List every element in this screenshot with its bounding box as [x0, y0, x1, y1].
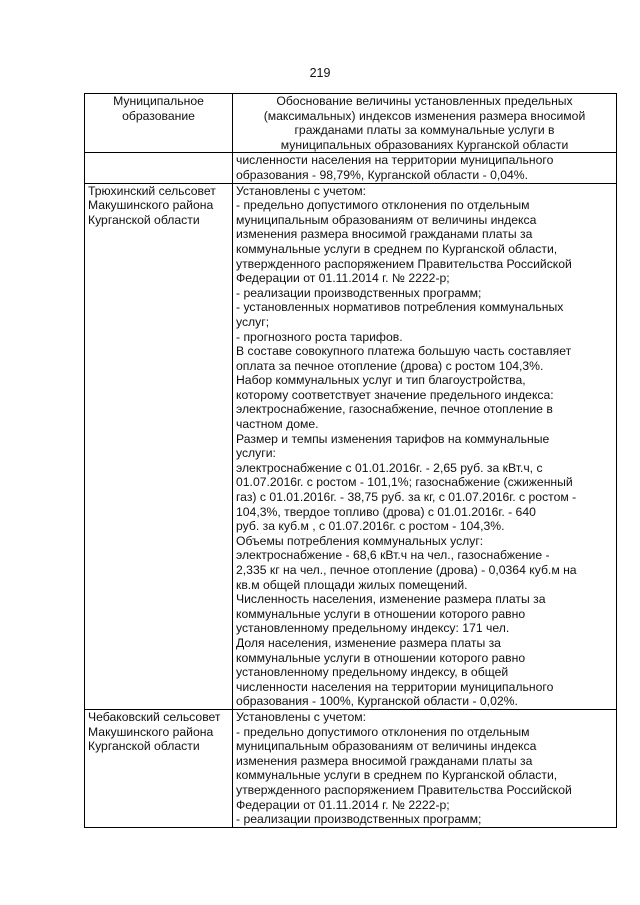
- justification-text-line: которому соответствует значение предельного индекса:: [236, 387, 554, 402]
- justification-text-line: коммунальные услуги в отношении которого равно: [236, 650, 526, 665]
- header-line: Муниципальное: [113, 94, 204, 108]
- justification-text-line: оплата за печное отопление (дрова) с ростом 104,3%.: [236, 358, 544, 373]
- table-header-row: [85, 94, 617, 153]
- justification-text-line: Установлены с учетом:: [236, 709, 366, 724]
- justification-text-line: установленному предельному индексу: 171 чел.: [236, 621, 510, 636]
- justification-text-line: Объемы потребления коммунальных услуг:: [236, 533, 484, 548]
- justification-text-line: частном доме.: [236, 417, 319, 432]
- justification-text-line: Федерации от 01.11.2014 г. № 2222-р;: [236, 797, 450, 812]
- justification-text-line: Федерации от 01.11.2014 г. № 2222-р;: [236, 271, 450, 286]
- justification-text-line: электроснабжение с 01.01.2016г. - 2,65 руб. за кВт.ч, с: [236, 460, 543, 475]
- justification-text-line: 2,335 кг на чел., печное отопление (дрова) - 0,0364 куб.м на: [236, 563, 577, 577]
- justification-text-line: образования - 100%, Курганской области - 0,02%.: [236, 694, 518, 709]
- justification-text-line: электроснабжение, газоснабжение, печное отопление в: [236, 402, 553, 417]
- justification-text-line: - предельно допустимого отклонения по отдельным: [236, 724, 530, 739]
- justification-text-line: коммунальные услуги в среднем по Курганской области,: [236, 241, 558, 256]
- municipality-name-line: Трюхинский сельсовет: [88, 183, 216, 198]
- justification-text-line: услуги:: [236, 446, 276, 461]
- justification-text-line: Размер и темпы изменения тарифов на коммунальные: [236, 431, 550, 446]
- header-line: муниципальных образованиях Курганской области: [280, 137, 569, 152]
- header-line: образование: [122, 108, 195, 123]
- justification-text-line: утвержденного распоряжением Правительства Российской: [236, 782, 572, 797]
- justification-text-line: коммунальные услуги в отношении которого равно: [236, 606, 526, 621]
- justification-text-line: - реализации производственных программ;: [236, 812, 482, 827]
- justification-text-line: услуг;: [236, 314, 270, 329]
- justification-text-line: коммунальные услуги в среднем по Курганской области,: [236, 768, 558, 783]
- header-municipality: [85, 94, 233, 153]
- municipality-name-line: Чебаковский сельсовет: [88, 709, 221, 724]
- justification-text-line: образования - 98,79%, Курганской области - 0,04%.: [236, 167, 529, 182]
- header-line: (максимальных) индексов изменения размера вносимой: [263, 108, 586, 123]
- justification-text-line: 01.07.2016г. с ростом - 101,1%; газоснабжение (сжиженный: [236, 475, 573, 490]
- justification-text-line: кв.м общей площади жилых помещений.: [236, 577, 468, 592]
- municipality-name-line: Макушинского района: [88, 198, 214, 213]
- justification-text-line: газ) с 01.01.2016г. - 38,75 руб. за кг, с 01.07.2016г. с ростом -: [236, 490, 577, 505]
- justification-text-line: 104,3%, твердое топливо (дрова) с 01.01.2016г. - 640: [236, 504, 536, 519]
- justification-cell: [233, 183, 617, 709]
- justification-text-line: Доля населения, изменение размера платы за: [236, 635, 501, 650]
- justification-cell: [233, 709, 617, 827]
- justification-text-line: - реализации производственных программ;: [236, 285, 482, 300]
- justification-text-line: численности населения на территории муниципального: [236, 679, 554, 694]
- justification-text-line: электроснабжение - 68,6 кВт.ч на чел., газоснабжение -: [236, 548, 550, 563]
- header-line: гражданами платы за коммунальные услуги в: [294, 123, 555, 138]
- table-row: [85, 153, 617, 183]
- justification-text-line: установленному предельному индексу, в общей: [236, 665, 509, 680]
- municipality-cell: [85, 153, 233, 183]
- municipality-cell: [85, 709, 233, 827]
- justification-text-line: - предельно допустимого отклонения по отдельным: [236, 198, 530, 213]
- municipality-name-line: Курганской области: [88, 739, 200, 754]
- justification-text-line: Набор коммунальных услуг и тип благоустройства,: [236, 373, 526, 388]
- justification-text-line: муниципальным образованиям от величины индекса: [236, 212, 537, 227]
- table-row: [85, 709, 617, 827]
- municipality-name-line: Макушинского района: [88, 724, 214, 739]
- header-line: Обоснование величины установленных предельных: [276, 94, 573, 108]
- justification-text-line: Численность населения, изменение размера платы за: [236, 592, 546, 607]
- table-row: [85, 183, 617, 709]
- page-number: 219: [309, 66, 331, 80]
- justification-text-line: Установлены с учетом:: [236, 183, 366, 198]
- municipality-name-line: Курганской области: [88, 212, 200, 227]
- justification-text-line: - установленных нормативов потребления коммунальных: [236, 300, 564, 315]
- justification-text-line: муниципальным образованиям от величины индекса: [236, 739, 537, 754]
- justification-text-line: руб. за куб.м , с 01.07.2016г. с ростом - 104,3%.: [236, 519, 505, 534]
- municipality-cell: [85, 183, 233, 709]
- justification-text-line: изменения размера вносимой гражданами платы за: [236, 227, 533, 242]
- justification-text-line: В составе совокупного платежа большую часть составляет: [236, 344, 572, 359]
- header-justification: [233, 94, 617, 153]
- justification-text-line: изменения размера вносимой гражданами платы за: [236, 753, 533, 768]
- indices-table: [84, 93, 617, 828]
- justification-text-line: - прогнозного роста тарифов.: [236, 329, 403, 344]
- justification-cell: [233, 153, 617, 183]
- justification-text-line: численности населения на территории муниципального: [236, 153, 554, 168]
- justification-text-line: утвержденного распоряжением Правительства Российской: [236, 256, 572, 271]
